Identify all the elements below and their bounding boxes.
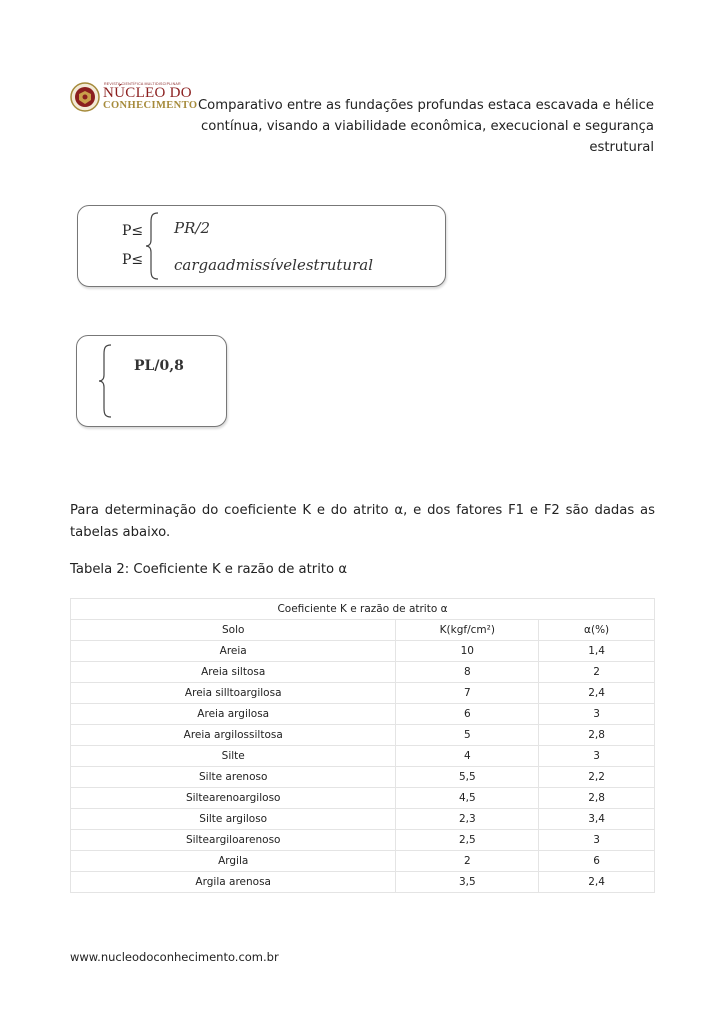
footer-url: www.nucleodoconhecimento.com.br	[70, 950, 279, 964]
cell-alpha: 2	[539, 662, 655, 683]
cell-alpha: 1,4	[539, 641, 655, 662]
cell-k: 4,5	[396, 788, 539, 809]
formula-box-structural	[77, 205, 446, 287]
table-row	[71, 809, 655, 830]
cell-k: 5	[396, 725, 539, 746]
cell-alpha: 2,2	[539, 767, 655, 788]
running-header-title: Comparativo entre as fundações profundas estaca escavada e hélice contínua, visando a viabilidade econômica, execucional e segurança estrutural	[197, 98, 654, 155]
cell-k: 2,3	[396, 809, 539, 830]
table-row	[71, 662, 655, 683]
cell-k: 10	[396, 641, 539, 662]
cell-solo: Silte	[71, 746, 396, 767]
cell-alpha: 3	[539, 704, 655, 725]
logo-tagline: REVISTA CIENTÍFICA MULTIDISCIPLINAR	[104, 82, 181, 86]
formula-p-leq-1: P≤	[122, 223, 144, 239]
cell-solo: Silteargiloarenoso	[71, 830, 396, 851]
cell-k: 8	[396, 662, 539, 683]
cell-solo: Areia argilosa	[71, 704, 396, 725]
cell-solo: Argila arenosa	[71, 872, 396, 893]
table-row	[71, 851, 655, 872]
formula-p-leq-2: P≤	[122, 252, 144, 268]
cell-alpha: 2,8	[539, 725, 655, 746]
cell-alpha: 2,4	[539, 683, 655, 704]
table-body	[71, 641, 655, 893]
cell-k: 4	[396, 746, 539, 767]
cell-alpha: 2,8	[539, 788, 655, 809]
cell-solo: Areia argilossiltosa	[71, 725, 396, 746]
cell-alpha: 2,4	[539, 872, 655, 893]
cell-k: 6	[396, 704, 539, 725]
formula-line-pr2: PR/2	[174, 219, 210, 237]
body-paragraph: Para determinação do coeficiente K e do atrito α, e dos fatores F1 e F2 são dadas as tabelas abaixo.	[70, 503, 655, 540]
formula-line-pl08: PL/0,8	[134, 358, 184, 374]
left-brace-icon	[97, 344, 113, 418]
cell-alpha: 3	[539, 746, 655, 767]
cell-alpha: 3	[539, 830, 655, 851]
table-row	[71, 767, 655, 788]
seal-icon	[70, 82, 100, 112]
table-row	[71, 725, 655, 746]
cell-solo: Areia silltoargilosa	[71, 683, 396, 704]
cell-solo: Siltearenoargiloso	[71, 788, 396, 809]
cell-k: 2	[396, 851, 539, 872]
logo-word-conhecimento: CONHECIMENTO	[103, 100, 198, 111]
cell-solo: Silte argiloso	[71, 809, 396, 830]
cell-k: 3,5	[396, 872, 539, 893]
column-header-solo: Solo	[71, 620, 396, 641]
table-header-row	[71, 620, 655, 641]
coefficient-table	[70, 598, 655, 893]
column-header-alpha: α(%)	[539, 620, 655, 641]
cell-k: 5,5	[396, 767, 539, 788]
table-title: Coeficiente K e razão de atrito α	[71, 599, 655, 620]
cell-solo: Areia	[71, 641, 396, 662]
cell-alpha: 3,4	[539, 809, 655, 830]
cell-k: 7	[396, 683, 539, 704]
cell-k: 2,5	[396, 830, 539, 851]
table-row	[71, 830, 655, 851]
cell-solo: Areia siltosa	[71, 662, 396, 683]
table-caption: Tabela 2: Coeficiente K e razão de atrito α	[70, 562, 348, 577]
table-title-row	[71, 599, 655, 620]
table-row	[71, 704, 655, 725]
formula-box-pl	[76, 335, 227, 427]
left-brace-icon	[144, 212, 160, 280]
cell-solo: Argila	[71, 851, 396, 872]
column-header-k: K(kgf/cm²)	[396, 620, 539, 641]
table-row	[71, 683, 655, 704]
table-row	[71, 872, 655, 893]
table-row	[71, 788, 655, 809]
cell-alpha: 6	[539, 851, 655, 872]
cell-solo: Silte arenoso	[71, 767, 396, 788]
table-row	[71, 746, 655, 767]
logo-word-nucleo: NÚCLEO DO	[103, 85, 192, 101]
formula-line-carga: cargaadmissívelestrutural	[174, 256, 373, 274]
table-row	[71, 641, 655, 662]
